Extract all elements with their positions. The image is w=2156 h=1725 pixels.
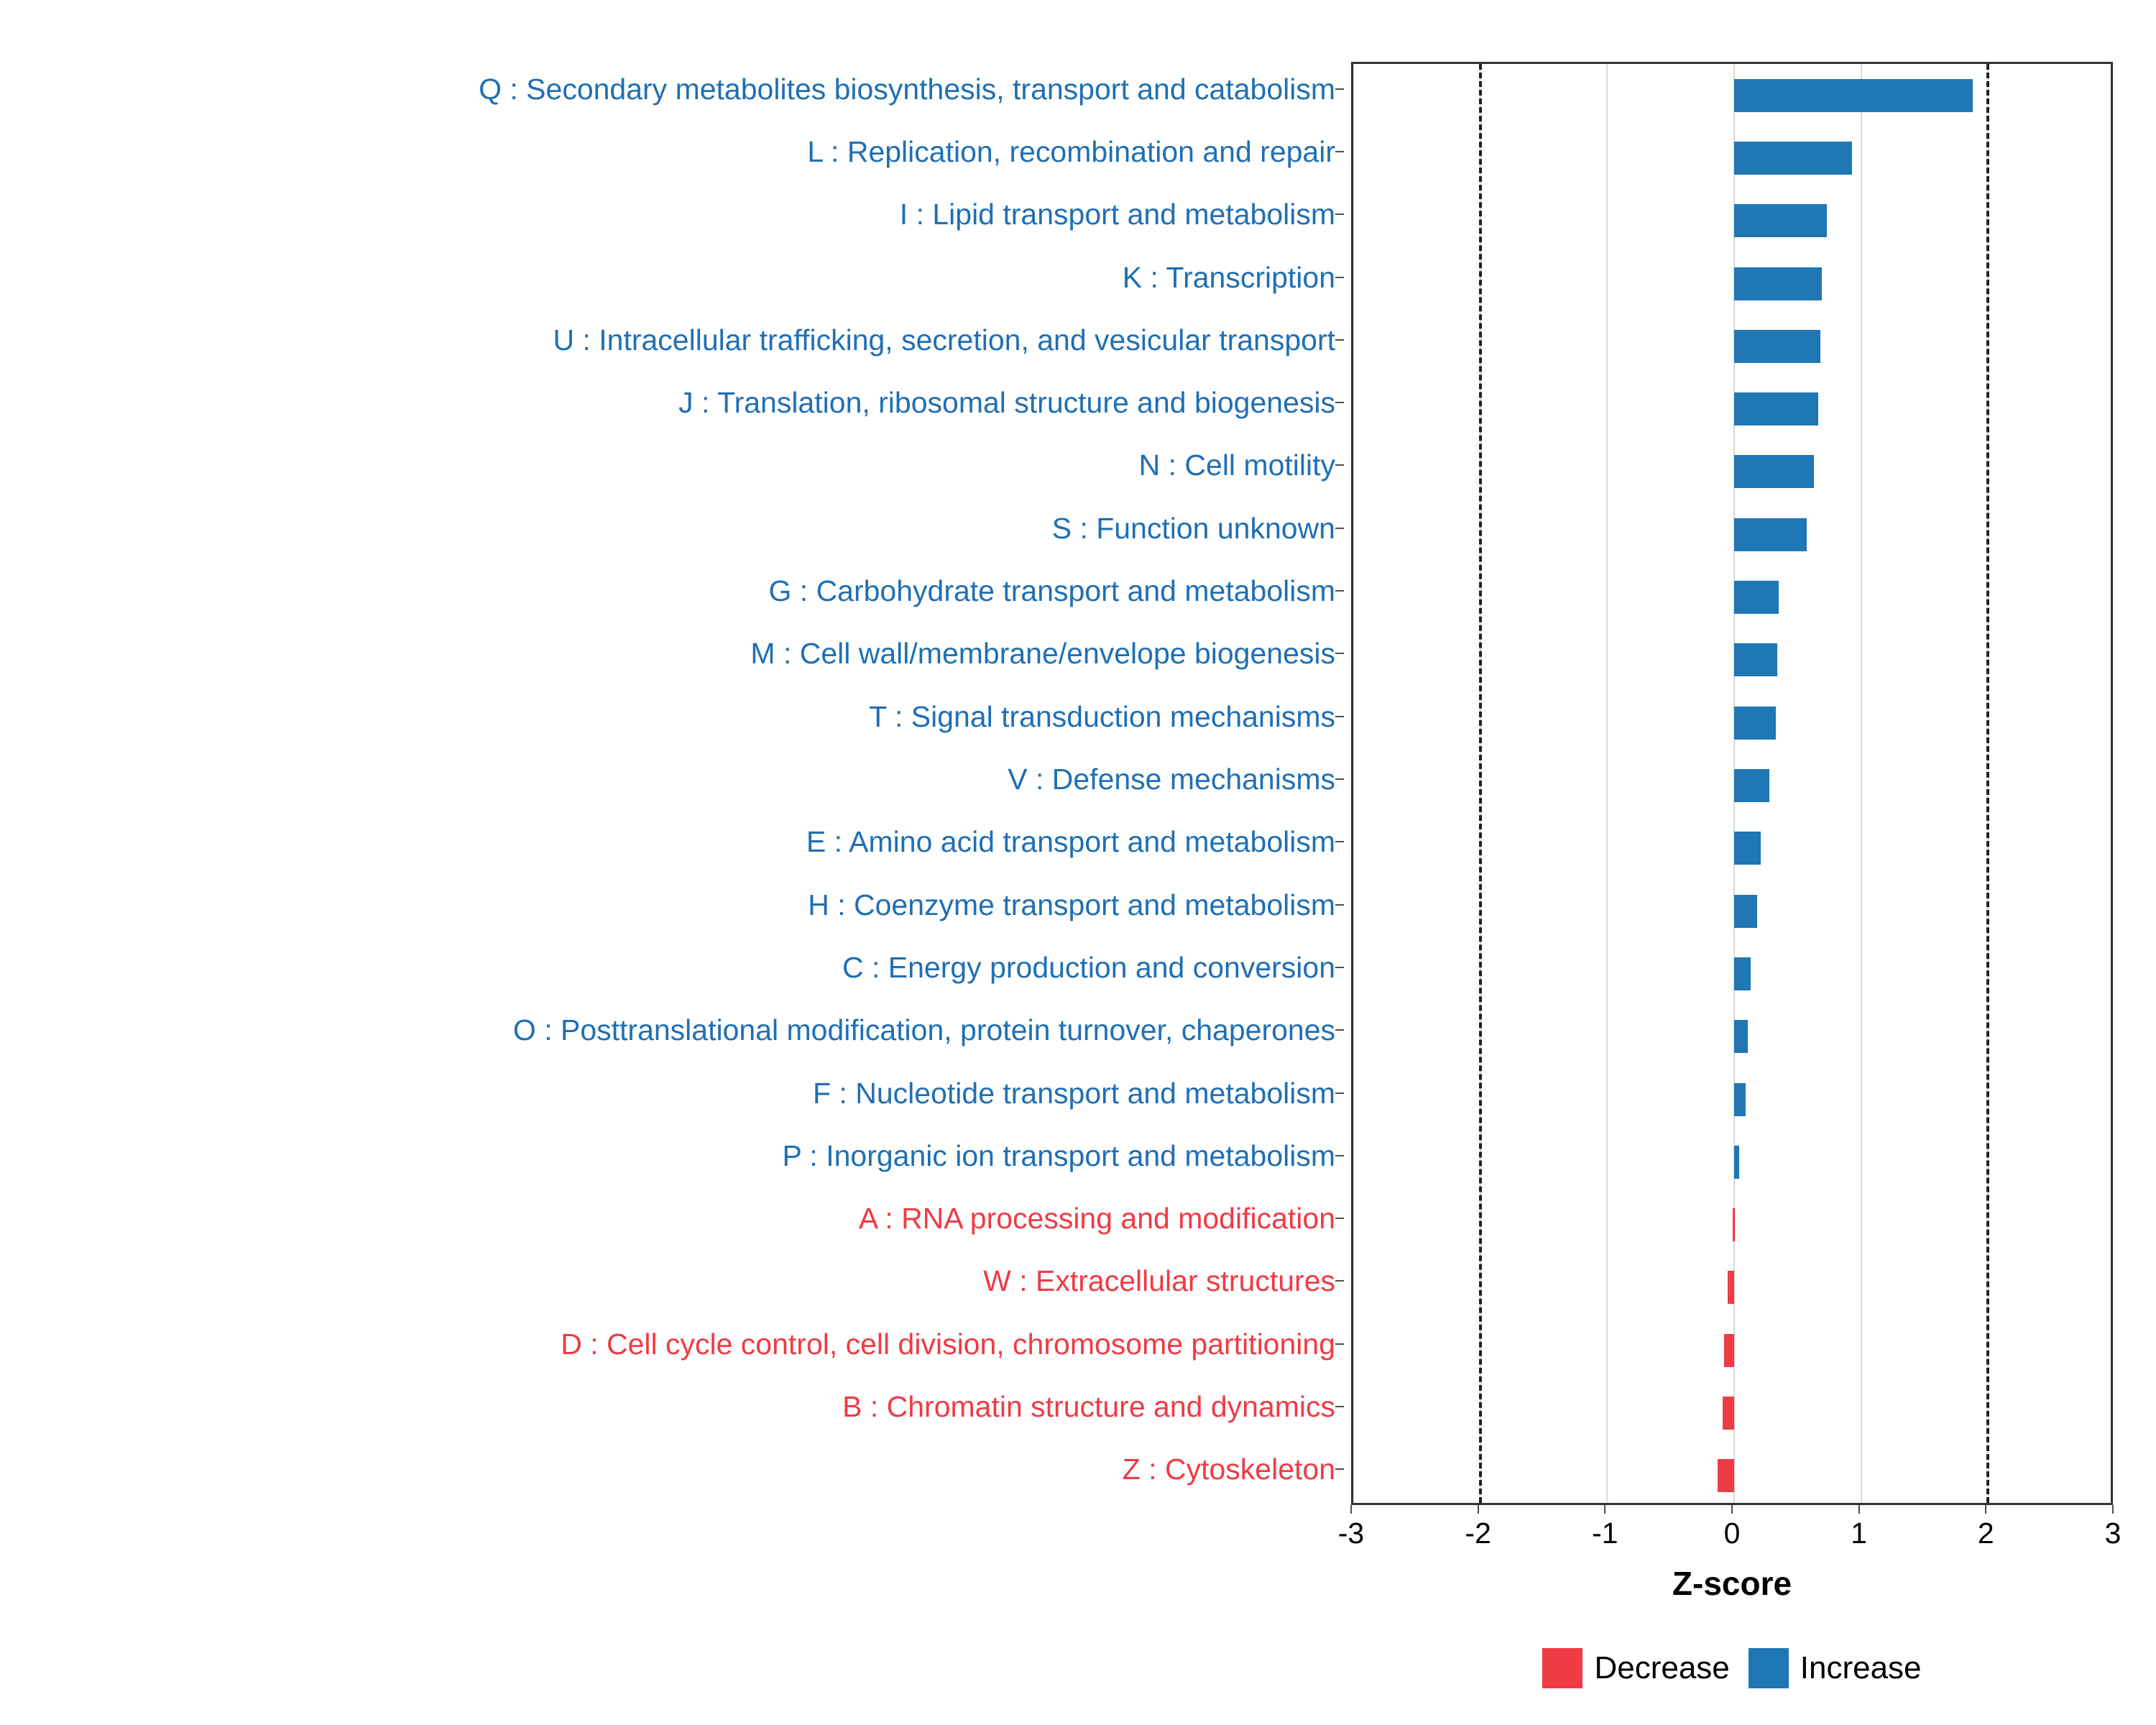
y-tick-H (1335, 904, 1344, 906)
x-tick-mark-0 (1731, 1505, 1733, 1514)
y-tick-K (1335, 277, 1344, 278)
y-tick-E (1335, 841, 1344, 842)
bar-C[interactable] (1734, 957, 1751, 990)
y-tick-L (1335, 151, 1344, 152)
category-label-T: T : Signal transduction mechanisms (869, 699, 1335, 733)
bar-H[interactable] (1734, 895, 1757, 928)
category-label-B: B : Chromatin structure and dynamics (842, 1390, 1335, 1424)
x-tick-label--1: -1 (1592, 1517, 1618, 1550)
bar-B[interactable] (1723, 1397, 1734, 1430)
category-label-A: A : RNA processing and modification (858, 1202, 1335, 1236)
x-tick-mark--1 (1604, 1505, 1606, 1514)
bar-Z[interactable] (1718, 1459, 1734, 1492)
bar-T[interactable] (1734, 707, 1776, 740)
bar-O[interactable] (1734, 1020, 1748, 1053)
category-label-G: G : Carbohydrate transport and metabolism (768, 574, 1335, 608)
category-label-S: S : Function unknown (1051, 511, 1335, 545)
gridline-x-1 (1861, 64, 1862, 1503)
bar-A[interactable] (1733, 1208, 1735, 1241)
bar-N[interactable] (1734, 455, 1814, 488)
category-label-E: E : Amino acid transport and metabolism (806, 825, 1335, 859)
y-tick-Z (1335, 1468, 1344, 1470)
x-tick-label-0: 0 (1723, 1517, 1741, 1550)
category-label-P: P : Inorganic ion transport and metabolism (782, 1138, 1335, 1172)
y-tick-G (1335, 590, 1344, 592)
y-tick-W (1335, 1280, 1344, 1282)
category-label-V: V : Defense mechanisms (1008, 763, 1335, 796)
bar-L[interactable] (1734, 142, 1852, 175)
y-tick-I (1335, 213, 1344, 215)
x-tick-mark-3 (2112, 1505, 2114, 1514)
x-tick-label--2: -2 (1465, 1517, 1491, 1550)
y-tick-O (1335, 1029, 1344, 1031)
bar-V[interactable] (1734, 769, 1769, 802)
category-label-column (0, 58, 1344, 1509)
reference-line-2 (1986, 64, 1989, 1503)
y-tick-A (1335, 1218, 1344, 1219)
plot-panel (1351, 62, 2113, 1505)
y-tick-Q (1335, 88, 1344, 90)
bar-U[interactable] (1734, 330, 1820, 363)
bar-J[interactable] (1734, 392, 1818, 426)
category-label-Q: Q : Secondary metabolites biosynthesis, transport and catabolism (479, 72, 1335, 106)
legend-swatch-increase-icon (1749, 1648, 1789, 1688)
y-tick-D (1335, 1343, 1344, 1345)
x-axis (1337, 1505, 2122, 1563)
x-tick-label-1: 1 (1851, 1517, 1868, 1550)
y-tick-P (1335, 1155, 1344, 1156)
x-tick-label-2: 2 (1977, 1517, 1994, 1550)
bar-W[interactable] (1728, 1271, 1734, 1304)
x-tick-mark-1 (1858, 1505, 1860, 1514)
legend-label-increase: Increase (1800, 1650, 1922, 1685)
y-tick-F (1335, 1092, 1344, 1094)
category-label-W: W : Extracellular structures (983, 1264, 1335, 1298)
x-tick-label-3: 3 (2104, 1517, 2122, 1550)
category-label-U: U : Intracellular trafficking, secretion, and vesicular transport (553, 323, 1335, 356)
bar-E[interactable] (1734, 832, 1761, 865)
legend-swatch-decrease-icon (1542, 1648, 1583, 1688)
legend-label-decrease: Decrease (1594, 1650, 1730, 1685)
reference-line--2 (1479, 64, 1482, 1503)
bar-K[interactable] (1734, 267, 1822, 300)
bar-M[interactable] (1734, 643, 1777, 676)
legend-item-increase[interactable] (1749, 1648, 1922, 1688)
bar-I[interactable] (1734, 204, 1827, 237)
legend-item-decrease[interactable] (1542, 1648, 1729, 1688)
y-tick-T (1335, 716, 1344, 717)
x-tick-mark--3 (1350, 1505, 1352, 1514)
y-tick-S (1335, 528, 1344, 529)
y-tick-M (1335, 653, 1344, 654)
category-label-L: L : Replication, recombination and repair (807, 134, 1335, 168)
x-tick-mark--2 (1478, 1505, 1479, 1514)
gridline-x--1 (1606, 64, 1608, 1503)
category-label-M: M : Cell wall/membrane/envelope biogenesis (750, 637, 1335, 671)
bar-Q[interactable] (1734, 79, 1973, 112)
y-tick-B (1335, 1406, 1344, 1407)
category-label-O: O : Posttranslational modification, protein turnover, chaperones (512, 1013, 1335, 1047)
legend (1351, 1643, 2113, 1693)
bar-S[interactable] (1734, 518, 1807, 551)
bar-G[interactable] (1734, 581, 1779, 614)
category-label-Z: Z : Cytoskeleton (1122, 1453, 1335, 1486)
y-tick-J (1335, 402, 1344, 403)
category-label-N: N : Cell motility (1138, 448, 1335, 482)
y-tick-N (1335, 464, 1344, 466)
category-label-K: K : Transcription (1122, 260, 1335, 294)
category-label-F: F : Nucleotide transport and metabolism (813, 1076, 1335, 1110)
bar-F[interactable] (1734, 1083, 1746, 1116)
category-label-D: D : Cell cycle control, cell division, chromosome partitioning (561, 1327, 1335, 1361)
gridline-x--3 (1353, 64, 1354, 1503)
x-axis-label: Z-score (1672, 1565, 1792, 1602)
bar-P[interactable] (1734, 1146, 1739, 1179)
category-label-I: I : Lipid transport and metabolism (899, 198, 1335, 231)
x-tick-mark-2 (1985, 1505, 1986, 1514)
y-tick-C (1335, 967, 1344, 968)
category-label-C: C : Energy production and conversion (842, 950, 1335, 984)
bar-D[interactable] (1724, 1334, 1734, 1367)
category-label-J: J : Translation, ribosomal structure and biogenesis (678, 386, 1335, 420)
y-tick-V (1335, 778, 1344, 780)
x-tick-label--3: -3 (1337, 1517, 1365, 1550)
y-tick-U (1335, 339, 1344, 341)
category-label-H: H : Coenzyme transport and metabolism (808, 888, 1335, 921)
